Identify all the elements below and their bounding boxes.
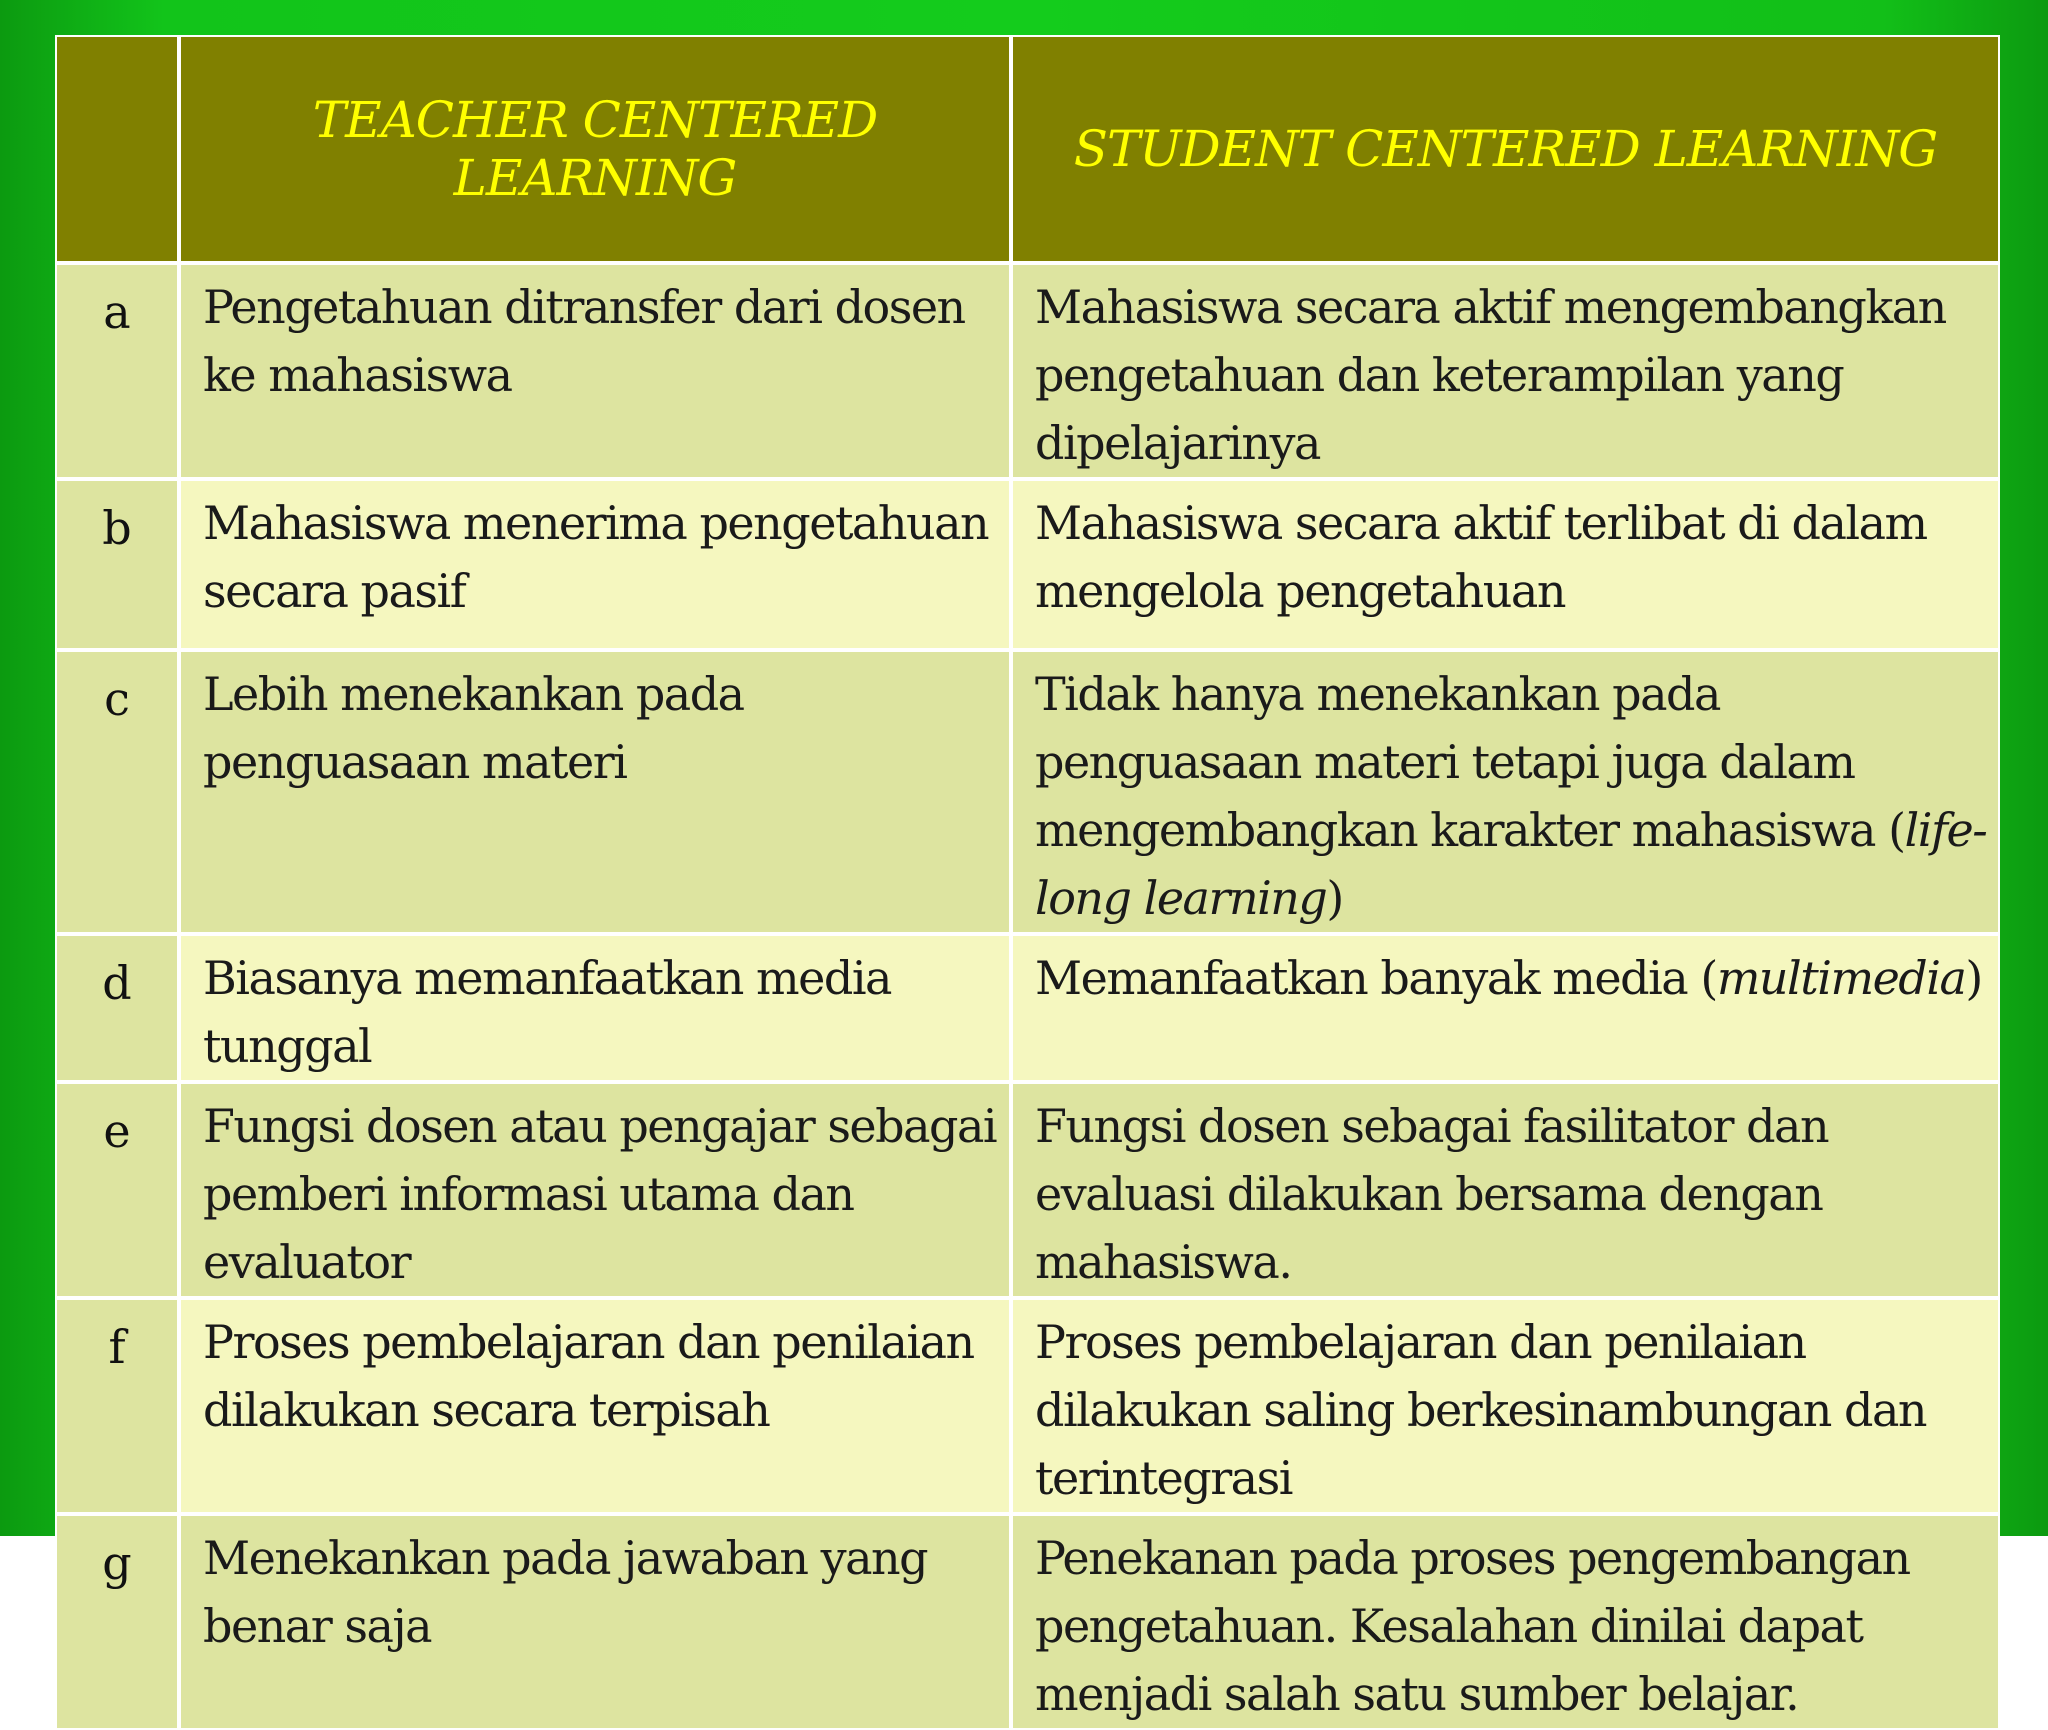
student-text: Memanfaatkan banyak media ( <box>1035 951 1717 1005</box>
student-text-italic: life-long learning <box>1035 803 1987 925</box>
student-cell <box>1011 650 2000 934</box>
row-label: d <box>55 934 179 1082</box>
student-cell <box>1011 1298 2000 1514</box>
student-cell <box>1011 1082 2000 1298</box>
table-row <box>55 479 2000 650</box>
student-text: Mahasiswa secara aktif mengembangkan pengetahuan dan keterampilan yang dipelajarinya <box>1035 280 1946 470</box>
teacher-cell: Menekankan pada jawaban yang benar saja <box>179 1514 1011 1730</box>
student-text: Mahasiswa secara aktif terlibat di dalam mengelola pengetahuan <box>1035 496 1927 618</box>
row-label: e <box>55 1082 179 1298</box>
row-label: f <box>55 1298 179 1514</box>
table-row <box>55 1298 2000 1514</box>
table-row <box>55 263 2000 479</box>
header-label-cell <box>55 35 179 263</box>
row-label: c <box>55 650 179 934</box>
student-text: Fungsi dosen sebagai fasilitator dan evaluasi dilakukan bersama dengan mahasiswa. <box>1035 1099 1829 1289</box>
header-row <box>55 35 2000 263</box>
teacher-cell: Biasanya memanfaatkan media tunggal <box>179 934 1011 1082</box>
teacher-cell: Mahasiswa menerima pengetahuan secara pasif <box>179 479 1011 650</box>
student-text: ) <box>1965 951 1982 1005</box>
student-text: ) <box>1326 871 1343 925</box>
student-text: Penekanan pada proses pengembangan pengetahuan. Kesalahan dinilai dapat menjadi salah satu sumber belajar. <box>1035 1531 1910 1721</box>
student-text: Proses pembelajaran dan penilaian dilakukan saling berkesinambungan dan terintegrasi <box>1035 1315 1927 1505</box>
student-cell <box>1011 1514 2000 1730</box>
teacher-cell: Pengetahuan ditransfer dari dosen ke mahasiswa <box>179 263 1011 479</box>
student-cell <box>1011 934 2000 1082</box>
table-row <box>55 1082 2000 1298</box>
table-row <box>55 934 2000 1082</box>
table-row <box>55 650 2000 934</box>
teacher-cell: Fungsi dosen atau pengajar sebagai pemberi informasi utama dan evaluator <box>179 1082 1011 1298</box>
row-label: b <box>55 479 179 650</box>
table-row <box>55 1514 2000 1730</box>
row-label: g <box>55 1514 179 1730</box>
student-text-italic: multimedia <box>1716 951 1966 1005</box>
comparison-table <box>55 35 2000 1730</box>
student-text: Tidak hanya menekankan pada penguasaan materi tetapi juga dalam mengembangkan karakter mahasiswa ( <box>1035 667 1905 857</box>
student-cell <box>1011 263 2000 479</box>
teacher-cell: Lebih menekankan pada penguasaan materi <box>179 650 1011 934</box>
teacher-cell: Proses pembelajaran dan penilaian dilakukan secara terpisah <box>179 1298 1011 1514</box>
header-student-centered: STUDENT CENTERED LEARNING <box>1011 35 2000 263</box>
header-teacher-centered: TEACHER CENTERED LEARNING <box>179 35 1011 263</box>
row-label: a <box>55 263 179 479</box>
student-cell <box>1011 479 2000 650</box>
